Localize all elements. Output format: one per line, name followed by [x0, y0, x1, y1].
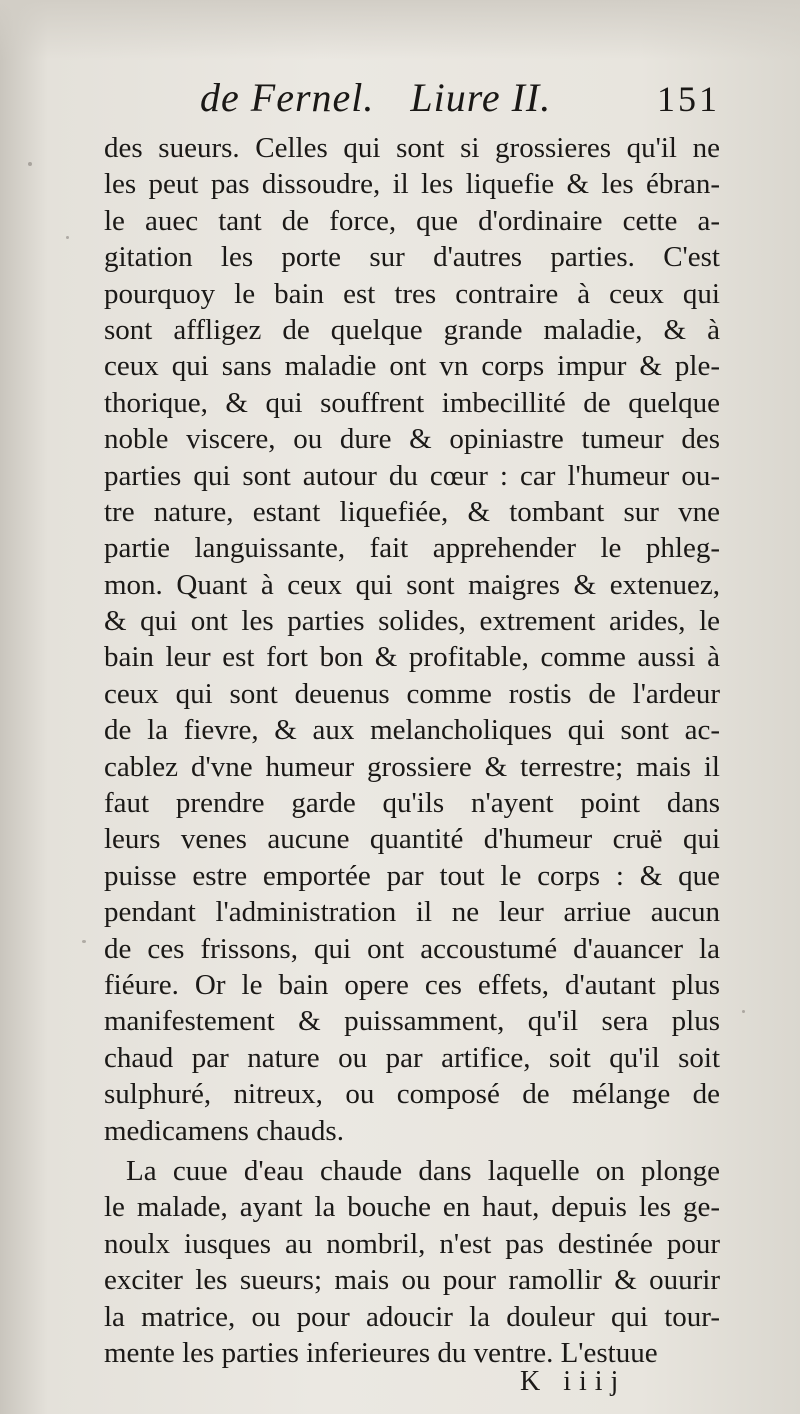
text-line: ceux qui sont deuenus comme rostis de l'ardeur	[104, 677, 720, 710]
text-line: de ces frissons, qui ont accoustumé d'auancer la	[104, 932, 720, 965]
text-line: tre nature, estant liquefiée, & tombant sur vne	[104, 495, 720, 528]
body-text	[104, 130, 720, 1371]
text-line: la matrice, ou pour adoucir la douleur qui tour-	[104, 1300, 720, 1333]
signature-mark: K iiij	[520, 1366, 627, 1397]
paper-speck	[82, 940, 86, 943]
text-line: leurs venes aucune quantité d'humeur cruë qui	[104, 823, 720, 856]
running-title	[200, 74, 551, 121]
text-line: gitation les porte sur d'autres parties. C'est	[104, 241, 720, 274]
text-line: mon. Quant à ceux qui sont maigres & extenuez,	[104, 568, 720, 601]
page-header	[200, 74, 720, 124]
book-running-title: Liure II.	[410, 75, 552, 120]
paragraph-1	[104, 130, 720, 1149]
text-line: sulphuré, nitreux, ou composé de mélange de	[104, 1078, 720, 1111]
text-line: des sueurs. Celles qui sont si grossieres qu'il ne	[104, 132, 720, 164]
text-line: noulx iusques au nombril, n'est pas destinée pour	[104, 1227, 720, 1260]
page-number: 151	[657, 79, 720, 119]
paper-speck	[28, 162, 32, 166]
text-line: medicamens chauds.	[104, 1114, 344, 1147]
paper-speck	[742, 1010, 745, 1013]
text-line: bain leur est fort bon & profitable, comme aussi à	[104, 641, 720, 674]
author-running-title: de Fernel.	[200, 75, 375, 120]
text-line: chaud par nature ou par artifice, soit qu'il soit	[104, 1041, 720, 1074]
text-line: le malade, ayant la bouche en haut, depuis les ge-	[104, 1191, 720, 1224]
text-line: mente les parties inferieures du ventre. L'estuue	[104, 1336, 658, 1369]
text-line: parties qui sont autour du cœur : car l'humeur ou-	[104, 459, 720, 492]
paragraph-2	[104, 1153, 720, 1371]
text-line: fiéure. Or le bain opere ces effets, d'autant plus	[104, 968, 720, 1001]
text-line: pendant l'administration il ne leur arriue aucun	[104, 896, 720, 929]
text-line: exciter les sueurs; mais ou pour ramollir & ouurir	[104, 1264, 720, 1297]
paper-speck	[66, 236, 69, 239]
text-line: puisse estre emportée par tout le corps : & que	[104, 859, 720, 892]
text-line: La cuue d'eau chaude dans laquelle on plonge	[126, 1154, 720, 1187]
text-line: noble viscere, ou dure & opiniastre tumeur des	[104, 423, 720, 456]
text-line: ceux qui sans maladie ont vn corps impur & ple-	[104, 350, 720, 383]
text-line: de la fievre, & aux melancholiques qui sont ac-	[104, 714, 720, 747]
text-line: partie languissante, fait apprehender le phleg-	[104, 532, 720, 565]
text-line: sont affligez de quelque grande maladie, & à	[104, 313, 720, 346]
text-line: le auec tant de force, que d'ordinaire cette a-	[104, 204, 720, 237]
text-line: & qui ont les parties solides, extrement arides, le	[104, 605, 720, 638]
text-line: manifestement & puissamment, qu'il sera plus	[104, 1005, 720, 1038]
text-line: pourquoy le bain est tres contraire à ceux qui	[104, 277, 720, 310]
text-line: faut prendre garde qu'ils n'ayent point dans	[104, 787, 720, 820]
text-line: les peut pas dissoudre, il les liquefie & les ébran-	[104, 168, 720, 201]
text-line: cablez d'vne humeur grossiere & terrestre; mais il	[104, 750, 720, 783]
text-line: thorique, & qui souffrent imbecillité de quelque	[104, 386, 720, 419]
